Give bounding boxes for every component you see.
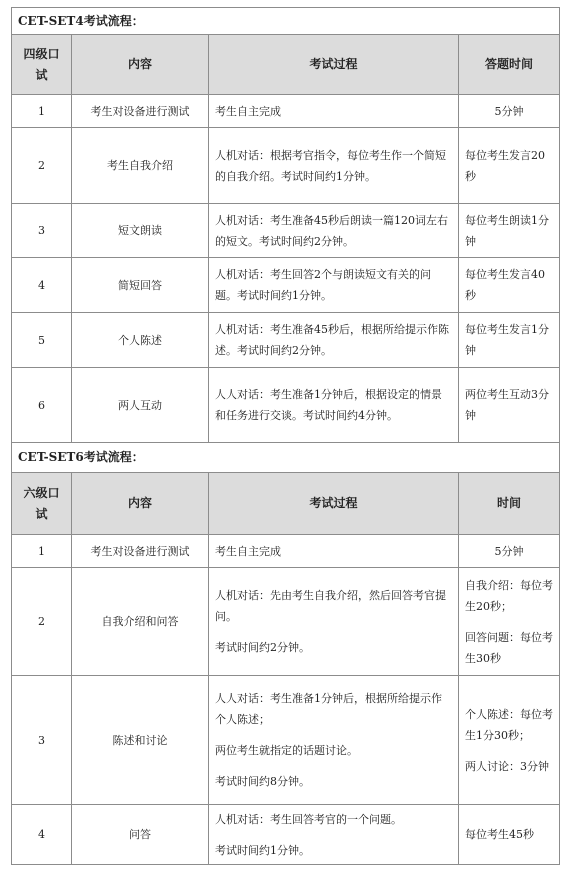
section-title: CET-SET4考试流程：	[12, 8, 560, 35]
step-time	[459, 313, 560, 368]
step-content: 考生对设备进行测试	[72, 535, 209, 568]
step-time	[459, 128, 560, 204]
step-content: 自我介绍和问答	[72, 568, 209, 676]
step-process	[209, 95, 459, 128]
step-process	[209, 805, 459, 865]
step-content: 陈述和讨论	[72, 676, 209, 805]
step-time	[459, 258, 560, 313]
content-header: 内容	[72, 35, 209, 95]
process-header: 考试过程	[209, 473, 459, 535]
table-row	[12, 676, 560, 805]
header-row	[12, 473, 560, 535]
step-number: 1	[12, 95, 72, 128]
process-line: 人机对话：考生准备45秒后朗读一篇120词左右的短文。考试时间约2分钟。	[215, 213, 448, 248]
table-row	[12, 258, 560, 313]
time-line: 回答问题：每位考生30秒	[465, 630, 553, 665]
time-header: 时间	[459, 473, 560, 535]
level-header: 四级口试	[12, 35, 72, 95]
step-number: 4	[12, 258, 72, 313]
step-number: 3	[12, 204, 72, 258]
header-row	[12, 35, 560, 95]
step-time	[459, 368, 560, 443]
process-line: 考生自主完成	[215, 544, 281, 558]
table-row	[12, 805, 560, 865]
section-title: CET-SET6考试流程：	[12, 443, 560, 473]
step-process	[209, 368, 459, 443]
table-row	[12, 313, 560, 368]
process-line: 考试时间约2分钟。	[215, 641, 310, 654]
process-line: 人人对话：考生准备1分钟后，根据所给提示作个人陈述；	[215, 692, 442, 726]
step-process	[209, 568, 459, 676]
step-time	[459, 535, 560, 568]
table-row	[12, 368, 560, 443]
time-line: 两位考生互动3分钟	[465, 388, 549, 422]
level-header: 六级口试	[12, 473, 72, 535]
step-content: 两人互动	[72, 368, 209, 443]
time-line: 自我介绍：每位考生20秒；	[465, 578, 553, 613]
step-process	[209, 313, 459, 368]
step-number: 4	[12, 805, 72, 865]
table-row	[12, 204, 560, 258]
process-line: 两位考生就指定的话题讨论。	[215, 744, 358, 757]
step-number: 1	[12, 535, 72, 568]
step-time	[459, 204, 560, 258]
table-row	[12, 568, 560, 676]
process-line: 考试时间约8分钟。	[215, 775, 310, 788]
oral-exam-document	[11, 7, 559, 865]
table-row	[12, 535, 560, 568]
step-number: 3	[12, 676, 72, 805]
step-content: 问答	[72, 805, 209, 865]
table-row	[12, 95, 560, 128]
step-time	[459, 676, 560, 805]
step-number: 5	[12, 313, 72, 368]
time-line: 每位考生发言1分钟	[465, 323, 549, 357]
step-number: 2	[12, 568, 72, 676]
time-line: 个人陈述：每位考生1分30秒；	[465, 707, 553, 742]
step-process	[209, 676, 459, 805]
exam-table	[11, 7, 560, 865]
process-line: 人机对话：考生准备45秒后，根据所给提示作陈述。考试时间约2分钟。	[215, 323, 449, 357]
process-line: 人人对话：考生准备1分钟后，根据设定的情景和任务进行交谈。考试时间约4分钟。	[215, 388, 442, 422]
process-line: 考生自主完成	[215, 104, 281, 118]
step-number: 6	[12, 368, 72, 443]
step-number: 2	[12, 128, 72, 204]
step-content: 考生自我介绍	[72, 128, 209, 204]
step-time	[459, 805, 560, 865]
time-line: 5分钟	[494, 544, 524, 558]
section-title-row	[12, 443, 560, 473]
process-line: 人机对话：根据考官指令，每位考生作一个简短的自我介绍。考试时间约1分钟。	[215, 148, 446, 183]
section-title-row	[12, 8, 560, 35]
time-line: 5分钟	[494, 104, 524, 118]
step-content: 个人陈述	[72, 313, 209, 368]
time-line: 每位考生发言40秒	[465, 268, 545, 302]
step-time	[459, 568, 560, 676]
process-header: 考试过程	[209, 35, 459, 95]
time-header: 答题时间	[459, 35, 560, 95]
step-content: 简短回答	[72, 258, 209, 313]
time-line: 每位考生发言20秒	[465, 148, 545, 183]
table-row	[12, 128, 560, 204]
step-time	[459, 95, 560, 128]
time-line: 每位考生45秒	[465, 828, 534, 841]
step-process	[209, 535, 459, 568]
process-line: 人机对话：先由考生自我介绍，然后回答考官提问。	[215, 589, 446, 623]
step-process	[209, 204, 459, 258]
step-process	[209, 128, 459, 204]
process-line: 人机对话：考生回答考官的一个问题。	[215, 812, 402, 826]
step-content: 考生对设备进行测试	[72, 95, 209, 128]
time-line: 每位考生朗读1分钟	[465, 213, 549, 248]
process-line: 考试时间约1分钟。	[215, 843, 310, 857]
step-process	[209, 258, 459, 313]
time-line: 两人讨论：3分钟	[465, 759, 549, 773]
step-content: 短文朗读	[72, 204, 209, 258]
process-line: 人机对话：考生回答2个与朗读短文有关的问题。考试时间约1分钟。	[215, 268, 431, 302]
content-header: 内容	[72, 473, 209, 535]
